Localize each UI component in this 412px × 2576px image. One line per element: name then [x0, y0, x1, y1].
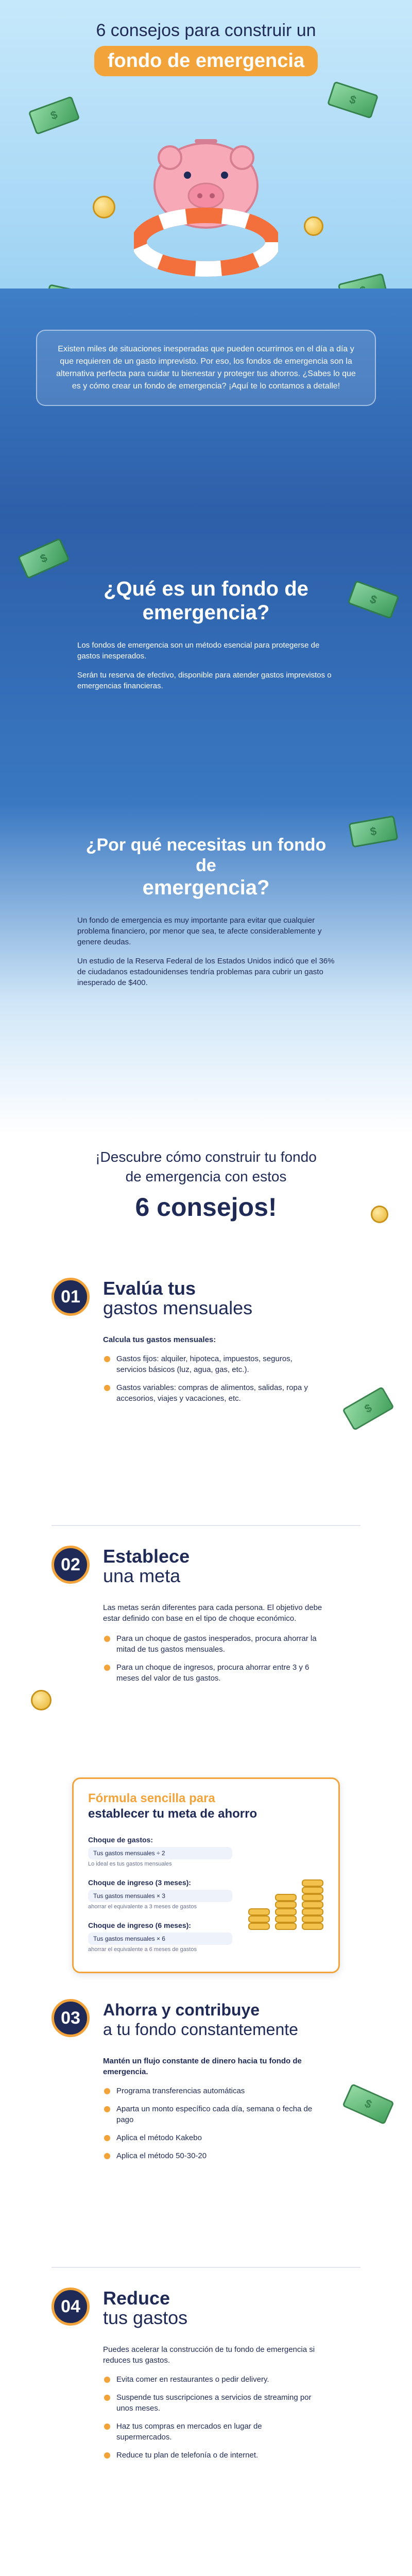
step-4-section [0, 2277, 412, 2576]
step-1-section [0, 1267, 412, 1535]
hero-title-line1: 6 consejos para construir un [96, 21, 316, 40]
step-3-bullet: Programa transferencias automáticas [103, 2086, 319, 2096]
money-bill-icon [349, 816, 399, 848]
que-es-paragraph-2: Serán tu reserva de efectivo, disponible para atender gastos imprevistos o emergencias financieras. [77, 671, 332, 690]
step-1-bullet: Gastos fijos: alquiler, hipoteca, impuestos, seguros, servicios básicos (luz, agua, gas, etc.). [103, 1353, 319, 1375]
step-2-title [103, 1547, 190, 1586]
formula-row [88, 1836, 232, 1867]
formula-row [88, 1921, 232, 1953]
money-bill-icon [327, 81, 379, 118]
step-1-title-line2: gastos mensuales [103, 1297, 253, 1318]
step-3-title-line2: a tu fondo constantemente [103, 2020, 298, 2039]
por-que-title-line1: ¿Por qué necesitas un fondo de [85, 835, 327, 875]
por-que-title-line2: emergencia? [142, 876, 270, 899]
step-2-bullet: Para un choque de gastos inesperados, procura ahorrar la mitad de tus gastos mensuales. [103, 1633, 330, 1655]
step-3-bullet: Aplica el método Kakebo [103, 2132, 319, 2143]
money-bill-icon [348, 580, 400, 619]
formula-section [0, 1772, 412, 1989]
formula-row-sub: ahorrar el equivalente a 3 meses de gastos [88, 1904, 197, 1910]
step-3-title-line1: Ahorra y contribuye [103, 2001, 260, 2019]
formula-title-line2: establecer tu meta de ahorro [88, 1807, 258, 1821]
formula-row-sub: ahorrar el equivalente a 6 meses de gastos [88, 1946, 197, 1953]
descubre-line3: 6 consejos! [135, 1193, 277, 1222]
step-4-bullet: Reduce tu plan de telefonía o de internet. [103, 2450, 319, 2461]
hero-title-line2 [0, 46, 412, 76]
por-que-paragraph-2: Un estudio de la Reserva Federal de los Estados Unidos indicó que el 36% de ciudadanos estadounidenses tendría problemas para cubrir un gasto inesperado de $400. [77, 957, 335, 987]
coin-icon [371, 1206, 388, 1223]
step-4-lead: Puedes acelerar la construcción de tu fondo de emergencia si reduces tus gastos. [103, 2345, 315, 2365]
descubre-section [0, 1133, 412, 1267]
coin-icon [31, 1690, 52, 1710]
hero-intro-box [36, 330, 376, 406]
step-2-title-line2: una meta [103, 1565, 181, 1586]
step-3-lead: Mantén un flujo constante de dinero hacia tu fondo de emergencia. [103, 2057, 302, 2076]
descubre-line1: ¡Descubre cómo construir tu fondo [95, 1149, 317, 1165]
formula-row [88, 1878, 232, 1910]
formula-row-label: Choque de gastos: [88, 1836, 153, 1844]
formula-row-detail: Tus gastos mensuales × 3 [88, 1890, 232, 1902]
formula-title-line1: Fórmula sencilla para [88, 1791, 215, 1805]
step-3-bullet: Aparta un monto específico cada día, semana o fecha de pago [103, 2104, 319, 2125]
step-1-bullet: Gastos variables: compras de alimentos, salidas, ropa y accesorios, viajes y vacaciones, etc. [103, 1382, 319, 1404]
coin-icon [304, 216, 323, 236]
step-4-bullet: Haz tus compras en mercados en lugar de supermercados. [103, 2421, 319, 2443]
formula-row-sub: Lo ideal es tus gastos mensuales [88, 1861, 172, 1867]
step-4-title-line1: Reduce [103, 2287, 170, 2309]
piggy-bank-illustration [134, 108, 278, 278]
money-bill-icon [18, 538, 70, 579]
section-divider [52, 2267, 360, 2268]
step-2-lead: Las metas serán diferentes para cada persona. El objetivo debe estar definido con base en el tipo de choque económico. [103, 1603, 322, 1623]
step-1-lead: Calcula tus gastos mensuales: [103, 1335, 216, 1344]
coin-stacks-illustration [244, 1856, 331, 1959]
step-2-bullet: Para un choque de ingresos, procura ahorrar entre 3 y 6 meses del valor de tus gastos. [103, 1662, 330, 1684]
step-4-bullet: Evita comer en restaurantes o pedir delivery. [103, 2374, 319, 2385]
que-es-title-line2: emergencia? [142, 601, 270, 624]
money-bill-icon [342, 1386, 394, 1431]
formula-row-detail: Tus gastos mensuales × 6 [88, 1933, 232, 1945]
formula-card [72, 1777, 340, 1973]
step-3-number: 03 [52, 1999, 90, 2037]
hero-title-highlight: fondo de emergencia [94, 46, 318, 76]
step-4-title [103, 2289, 187, 2328]
coin-icon [93, 196, 115, 218]
step-2-number: 02 [52, 1546, 90, 1584]
formula-row-label: Choque de ingreso (3 meses): [88, 1878, 191, 1887]
step-2-title-line1: Establece [103, 1546, 190, 1567]
step-4-bullet: Suspende tus suscripciones a servicios de streaming por unos meses. [103, 2392, 319, 2414]
step-1-title-line1: Evalúa tus [103, 1278, 196, 1299]
por-que-section [0, 804, 412, 1133]
money-bill-icon [342, 2083, 394, 2125]
step-3-section [0, 1989, 412, 2277]
formula-row-detail: Tus gastos mensuales ÷ 2 [88, 1847, 232, 1859]
section-divider [52, 1525, 360, 1526]
que-es-section [0, 515, 412, 804]
step-4-title-line2: tus gastos [103, 2307, 188, 2328]
formula-row-label: Choque de ingreso (6 meses): [88, 1921, 191, 1929]
que-es-title-line1: ¿Qué es un fondo de [104, 578, 308, 600]
step-3-bullet: Aplica el método 50-30-20 [103, 2150, 319, 2161]
descubre-line2: de emergencia con estos [125, 1168, 287, 1184]
step-3-title [103, 2000, 298, 2039]
money-bill-icon [28, 96, 80, 135]
step-1-title [103, 1279, 252, 1318]
hero-section [0, 0, 412, 515]
step-1-number: 01 [52, 1278, 90, 1316]
por-que-paragraph-1: Un fondo de emergencia es muy importante para evitar que cualquier problema financiero, por menor que sea, te afecte considerablemente y genere deudas. [77, 916, 322, 946]
que-es-paragraph-1: Los fondos de emergencia son un método esencial para protegerse de gastos inesperados. [77, 641, 320, 660]
step-4-number: 04 [52, 2287, 90, 2326]
hero-intro-text: Existen miles de situaciones inesperadas que pueden ocurrirnos en el día a día y que requieren de un gasto imprevisto. Por eso, los fondos de emergencia son la alternativa perfecta para cuidar tu bienestar y proteger tus ahorros. ¿Sabes lo que es y cómo crear un fondo de emergencia? ¡Aquí te lo contamos a detalle! [56, 345, 356, 391]
